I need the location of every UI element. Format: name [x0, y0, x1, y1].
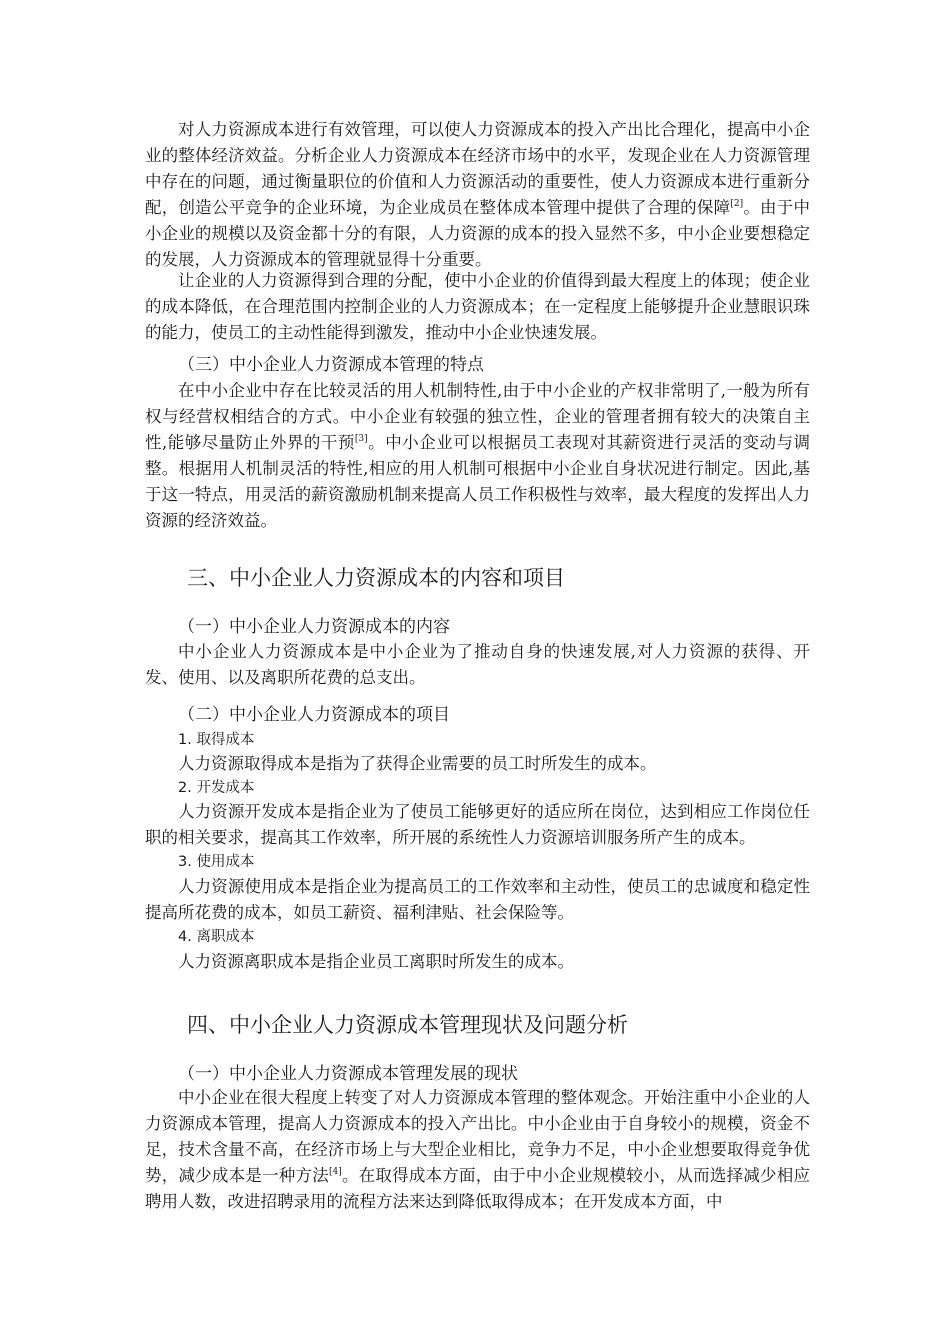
- chapter-heading-three: 三、中小企业人力资源成本的内容和项目: [187, 566, 565, 590]
- item-text-development: 人力资源开发成本是指企业为了使员工能够更好的适应所在岗位，达到相应工作岗位任职的相关要求，提高其工作效率，所开展的系统性人力资源培训服务所产生的成本。: [145, 802, 810, 847]
- paragraph-content: 中小企业人力资源成本是中小企业为了推动自身的快速发展,对人力资源的获得、开发、使用、以及离职所花费的总支出。: [145, 642, 810, 687]
- paragraph-cost-management-significance: 对人力资源成本进行有效管理，可以使人力资源成本的投入产出比合理化，提高中小企业的整体经济效益。分析企业人力资源成本在经济市场中的水平，发现企业在人力资源管理中存在的问题，通过衡量职位的价值和人力资源活动的重要性，使人力资源成本进行重新分配，创造公平竞争的企业环境，为企业成员在整体成本管理中提供了合理的保障[2]。由于中小企业的规模以及资金都十分的有限，人力资源的成本的投入显然不多，中小企业要想稳定的发展，人力资源成本的管理就显得十分重要。: [145, 120, 811, 269]
- paragraph-reasonable-allocation: 让企业的人力资源得到合理的分配，使中小企业的价值得到最大程度上的体现；使企业的成本降低，在合理范围内控制企业的人力资源成本；在一定程度上能够提升企业慧眼识珠的能力，使员工的主动性能得到激发，推动中小企业快速发展。: [145, 271, 810, 342]
- item-text-acquisition: 人力资源取得成本是指为了获得企业需要的员工时所发生的成本。: [178, 754, 657, 773]
- citation-ref: [2]: [730, 199, 744, 209]
- item-title-acquisition: 1. 取得成本: [178, 732, 255, 748]
- item-title-usage: 3. 使用成本: [178, 854, 255, 870]
- section-heading-items: （二）中小企业人力资源成本的项目: [178, 705, 450, 725]
- chapter-heading-four: 四、中小企业人力资源成本管理现状及问题分析: [187, 1013, 628, 1037]
- item-title-separation: 4. 离职成本: [178, 929, 255, 945]
- item-title-development: 2. 开发成本: [178, 780, 255, 796]
- paragraph-status: 中小企业在很大程度上转变了对人力资源成本管理的整体观念。开始注重中小企业的人力资源成本管理，提高人力资源成本的投入产出比。中小企业由于自身较小的规模，资金不足，技术含量不高，在经济市场上与大型企业相比，竞争力不足，中小企业想要取得竞争优势，减少成本是一种方法[4]。在取得成本方面，由于中小企业规模较小，从而选择减少相应聘用人数，改进招聘录用的流程方法来达到降低取得成本；在开发成本方面，中: [145, 1088, 811, 1211]
- section-heading-features: （三）中小企业人力资源成本管理的特点: [178, 355, 484, 375]
- citation-ref: [3]: [354, 434, 368, 444]
- item-text-usage: 人力资源使用成本是指企业为提高员工的工作效率和主动性，使员工的忠诚度和稳定性提高所花费的成本，如员工薪资、福利津贴、社会保险等。: [145, 877, 810, 922]
- item-text-separation: 人力资源离职成本是指企业员工离职时所发生的成本。: [178, 952, 574, 971]
- section-heading-status: （一）中小企业人力资源成本管理发展的现状: [178, 1064, 518, 1084]
- section-heading-content: （一）中小企业人力资源成本的内容: [178, 617, 450, 637]
- citation-ref: [4]: [328, 1167, 342, 1177]
- paragraph-features: 在中小企业中存在比较灵活的用人机制特性,由于中小企业的产权非常明了,一般为所有权与经营权相结合的方式。中小企业有较强的独立性，企业的管理者拥有较大的决策自主性,能够尽量防止外界的干预[3]。中小企业可以根据员工表现对其薪资进行灵活的变动与调整。根据用人机制灵活的特性,相应的用人机制可根据中小企业自身状况进行制定。因此,基于这一特点，用灵活的薪资激励机制来提高人员工作积极性与效率，最大程度的发挥出人力资源的经济效益。: [145, 381, 811, 530]
